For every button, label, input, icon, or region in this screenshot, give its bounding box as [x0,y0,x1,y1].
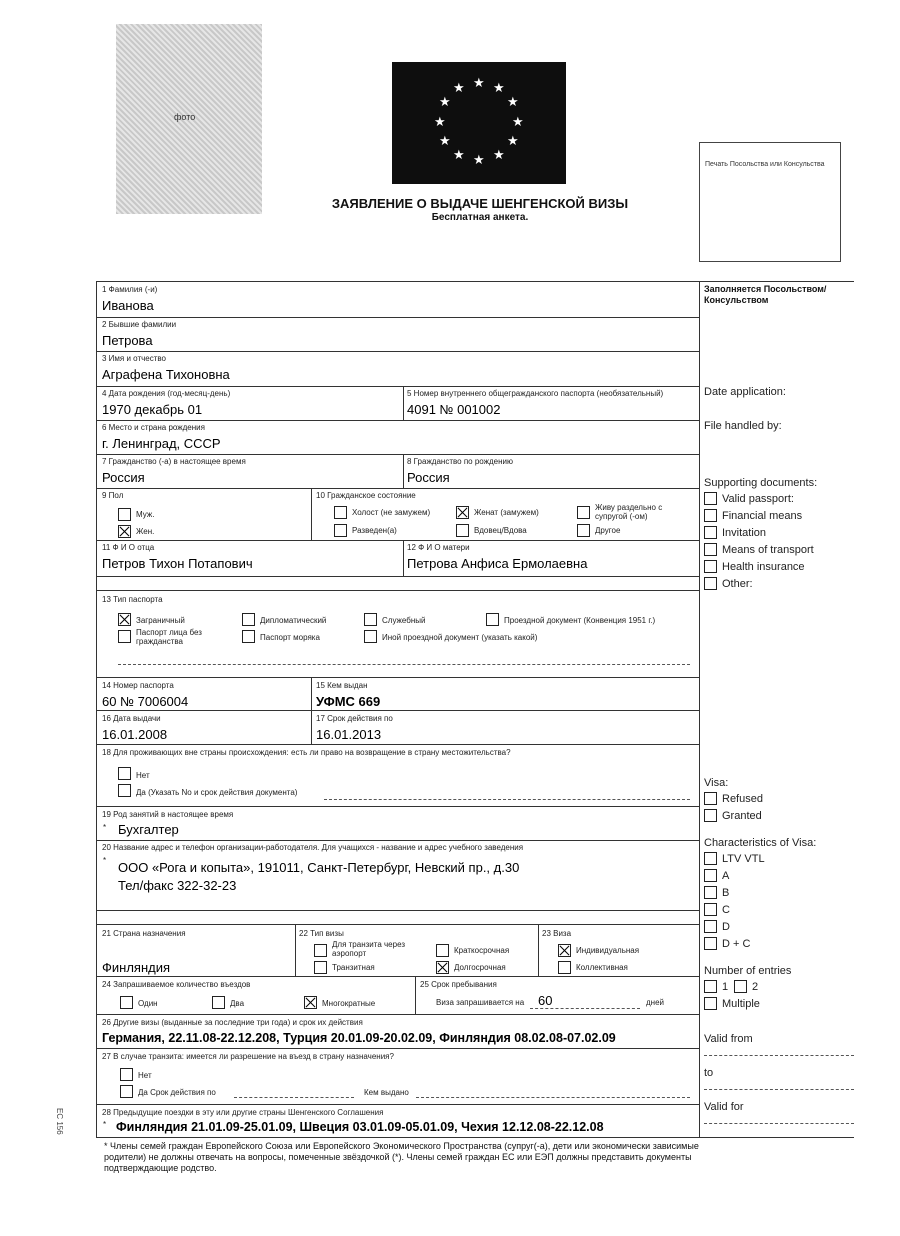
former-surname-value[interactable]: Петрова [102,333,153,348]
marital-single-label: Холост (не замужем) [352,508,431,517]
visa-short-term-label: Краткосрочная [454,946,510,955]
date-application-label: Date application: [704,386,786,398]
stamp-label: Печать Посольства или Консульства [705,161,825,168]
return-right-label: 18 Для проживающих вне страны происхождения: есть ли право на возвращение в страну местожительства? [102,748,511,757]
citizenship-value[interactable]: Россия [102,470,145,485]
passport-other-label: Иной проездной документ (указать какой) [382,633,538,642]
entries-multiple-checkbox[interactable] [704,997,717,1010]
employer-line1[interactable]: ООО «Рога и копыта», 191011, Санкт-Петербург, Невский пр., д.30 [118,860,520,875]
first-name-label: 3 Имя и отчество [102,354,166,363]
footnote: * Члены семей граждан Европейского Союза или Европейского Экономического Пространства (супруг(-а), дети или экономически зависимые родители) не должны отвечать на вопросы, помеченные звёздочкой (*). Члены семей граждан ЕС или ЕЭП должны представить документы подтверждающие родство. [104,1141,699,1173]
internal-passport-value[interactable]: 4091 № 001002 [407,402,501,417]
passport-stateless-label: Паспорт лица без гражданства [136,628,202,646]
doc-insurance-checkbox[interactable] [704,560,717,573]
marital-widowed-label: Вдовец/Вдова [474,526,527,535]
entries-1-label: 1 [722,981,729,993]
visa-dc-label: D + C [722,938,751,950]
mother-name-value[interactable]: Петрова Анфиса Ермолаевна [407,556,588,571]
passport-number-value[interactable]: 60 № 7006004 [102,694,189,709]
birthdate-label: 4 Дата рождения (год-месяц-день) [102,389,231,398]
entries-2-checkbox[interactable] [734,980,747,993]
internal-passport-label: 5 Номер внутреннего общегражданского паспорта (необязательный) [407,389,664,398]
visa-ltv-label: LTV VTL [722,853,765,865]
doc-financial-label: Financial means [722,510,803,522]
passport-diplomatic-checkbox[interactable] [242,613,255,626]
visa-c-checkbox[interactable] [704,903,717,916]
occupation-asterisk: * [103,823,107,832]
passport-travel-doc-label: Проездной документ (Конвенция 1951 г.) [504,616,656,625]
marital-separated-label: Живу раздельно с супругой (-ом) [595,503,663,521]
marital-married-checkbox[interactable] [456,506,469,519]
visa-refused-label: Refused [722,793,763,805]
occupation-value[interactable]: Бухгалтер [118,822,179,837]
sex-male-checkbox[interactable] [118,508,131,521]
father-name-label: 11 Ф И О отца [102,543,155,552]
transit-permit-yes-label: Да Срок действия по [138,1088,216,1097]
passport-foreign-checkbox[interactable] [118,613,131,626]
previous-trips-asterisk: * [103,1120,107,1129]
other-visas-value[interactable]: Германия, 22.11.08-22.12.208, Турция 20.01.09-20.02.09, Финляндия 08.02.08-07.02.09 [102,1031,616,1045]
passport-travel-doc-checkbox[interactable] [486,613,499,626]
return-right-yes-checkbox[interactable] [118,784,131,797]
photo-placeholder [116,24,262,214]
passport-seaman-checkbox[interactable] [242,630,255,643]
number-of-entries-label: Number of entries [704,965,792,977]
entries-one-label: Один [138,999,158,1008]
visa-a-label: A [722,870,730,882]
visa-dc-checkbox[interactable] [704,937,717,950]
surname-value[interactable]: Иванова [102,298,154,313]
doc-valid-passport-label: Valid passport: [722,493,794,505]
passport-foreign-label: Заграничный [136,616,185,625]
marital-married-label: Женат (замужем) [474,508,539,517]
doc-invitation-checkbox[interactable] [704,526,717,539]
visa-refused-checkbox[interactable] [704,792,717,805]
employer-label: 20 Название адрес и телефон организации-работодателя. Для учащихся - название и адрес учебного заведения [102,843,524,852]
transit-permit-no-label: Нет [138,1071,152,1080]
passport-number-label: 14 Номер паспорта [102,681,174,690]
previous-trips-value[interactable]: Финляндия 21.01.09-25.01.09, Швеция 03.01.09-05.01.09, Чехия 12.12.08-22.12.08 [116,1120,604,1134]
visa-characteristics-label: Characteristics of Visa: [704,837,817,849]
stay-duration-unit: дней [646,998,665,1007]
form-title: ЗАЯВЛЕНИЕ О ВЫДАЧЕ ШЕНГЕНСКОЙ ВИЗЫ [331,196,629,211]
visa-b-label: B [722,887,730,899]
marital-label: 10 Гражданское состояние [316,491,416,500]
file-handled-label: File handled by: [704,420,782,432]
entries-two-label: Два [230,999,245,1008]
return-right-no-checkbox[interactable] [118,767,131,780]
birth-citizenship-label: 8 Гражданство по рождению [407,457,514,466]
entries-multi-checkbox[interactable] [304,996,317,1009]
father-name-value[interactable]: Петров Тихон Потапович [102,556,253,571]
form-subtitle: Бесплатная анкета. [431,212,529,223]
visa-transit-checkbox[interactable] [314,961,327,974]
visa-transit-label: Транзитная [332,963,375,972]
visa-d-label: D [722,921,730,933]
transit-permit-no-checkbox[interactable] [120,1068,133,1081]
margin-code: EC 156 [55,1108,64,1135]
transit-permit-issued-label: Кем выдано [364,1088,409,1097]
visa-short-term-checkbox[interactable] [436,944,449,957]
photo-label: фото [174,112,196,122]
visa-collective-label: Коллективная [576,963,628,972]
sex-female-checkbox[interactable] [118,525,131,538]
marital-single-checkbox[interactable] [334,506,347,519]
marital-other-label: Другое [595,526,621,535]
first-name-value[interactable]: Аграфена Тихоновна [102,367,230,382]
marital-other-checkbox[interactable] [577,524,590,537]
visa-airport-transit-label: Для транзита через аэропорт [332,940,406,958]
return-right-yes-label: Да (Указать No и срок действия документа) [136,788,298,797]
doc-transport-checkbox[interactable] [704,543,717,556]
supporting-docs-label: Supporting documents: [704,477,818,489]
passport-stateless-checkbox[interactable] [118,630,131,643]
visa-kind-label: 23 Виза [542,929,572,938]
passport-seaman-label: Паспорт моряка [260,633,320,642]
doc-other-label: Other: [722,578,753,590]
other-visas-label: 26 Другие визы (выданные за последние три года) и срок их действия [102,1018,363,1027]
employer-asterisk: * [103,856,107,865]
birthdate-value[interactable]: 1970 декабрь 01 [102,402,203,417]
valid-until-value[interactable]: 16.01.2013 [316,727,382,742]
passport-diplomatic-label: Дипломатический [260,616,327,625]
entries-two-checkbox[interactable] [212,996,225,1009]
visa-d-checkbox[interactable] [704,920,717,933]
birthplace-label: 6 Место и страна рождения [102,423,205,432]
occupation-label: 19 Род занятий в настоящее время [102,810,234,819]
issue-date-value[interactable]: 16.01.2008 [102,727,168,742]
doc-valid-passport-checkbox[interactable] [704,492,717,505]
former-surname-label: 2 Бывшие фамилии [102,320,177,329]
issue-date-label: 16 Дата выдачи [102,714,161,723]
doc-transport-label: Means of transport [722,544,814,556]
transit-permit-yes-checkbox[interactable] [120,1085,133,1098]
birth-citizenship-value[interactable]: Россия [407,470,450,485]
consulate-stamp-box [699,142,841,262]
destination-value[interactable]: Финляндия [102,960,171,975]
sex-female-label: Жен. [136,527,155,536]
stay-duration-text: Виза запрашивается на [436,998,525,1007]
previous-trips-label: 28 Предыдущие поездки в эту или другие страны Шенгенского Соглашения [102,1108,384,1117]
entries-one-checkbox[interactable] [120,996,133,1009]
doc-financial-checkbox[interactable] [704,509,717,522]
visa-airport-transit-checkbox[interactable] [314,944,327,957]
entries-multi-label: Многократные [322,999,376,1008]
issued-by-value[interactable]: УФМС 669 [316,694,381,709]
visa-a-checkbox[interactable] [704,869,717,882]
visa-granted-label: Granted [722,810,762,822]
visa-type-label: 22 Тип визы [299,929,344,938]
visa-b-checkbox[interactable] [704,886,717,899]
passport-service-label: Служебный [382,616,426,625]
valid-until-label: 17 Срок действия по [316,714,393,723]
passport-type-label: 13 Тип паспорта [102,595,163,604]
visa-individual-label: Индивидуальная [576,946,640,955]
entries-multiple-label: Multiple [722,998,760,1010]
visa-individual-checkbox[interactable] [558,944,571,957]
visa-decision-label: Visa: [704,777,729,789]
destination-label: 21 Страна назначения [102,929,186,938]
stay-duration-label: 25 Срок пребывания [420,980,497,989]
entries-label: 24 Запрашиваемое количество въездов [102,980,251,989]
visa-long-term-label: Долгосрочная [454,963,506,972]
visa-ltv-checkbox[interactable] [704,852,717,865]
citizenship-label: 7 Гражданство (-а) в настоящее время [102,457,246,466]
transit-permit-label: 27 В случае транзита: имеется ли разрешение на въезд в страну назначения? [102,1052,394,1061]
doc-insurance-label: Health insurance [722,561,805,573]
passport-service-checkbox[interactable] [364,613,377,626]
visa-collective-checkbox[interactable] [558,961,571,974]
entries-1-checkbox[interactable] [704,980,717,993]
return-right-no-label: Нет [136,771,150,780]
employer-line2[interactable]: Тел/факс 322-32-23 [118,878,237,893]
entries-2-label: 2 [752,981,759,993]
birthplace-value[interactable]: г. Ленинград, СССР [102,436,221,451]
marital-divorced-checkbox[interactable] [334,524,347,537]
eu-flag: ★ ★ ★ ★ ★ ★ ★ ★ ★ ★ ★ ★ [392,62,566,184]
visa-c-label: C [722,904,730,916]
doc-other-checkbox[interactable] [704,577,717,590]
marital-widowed-checkbox[interactable] [456,524,469,537]
valid-for-label: Valid for [704,1101,744,1113]
sex-male-label: Муж. [136,510,155,519]
surname-label: 1 Фамилия (-и) [102,285,158,294]
sex-label: 9 Пол [102,491,124,500]
stay-duration-value[interactable]: 60 [538,993,553,1008]
visa-granted-checkbox[interactable] [704,809,717,822]
visa-long-term-checkbox[interactable] [436,961,449,974]
sidebar-heading: Заполняется Посольством/ Консульством [704,284,827,305]
valid-from-label: Valid from [704,1033,753,1045]
mother-name-label: 12 Ф И О матери [407,543,470,552]
issued-by-label: 15 Кем выдан [316,681,368,690]
valid-to-label: to [704,1067,714,1079]
doc-invitation-label: Invitation [722,527,767,539]
marital-separated-checkbox[interactable] [577,506,590,519]
passport-other-checkbox[interactable] [364,630,377,643]
marital-divorced-label: Разведен(а) [352,526,397,535]
